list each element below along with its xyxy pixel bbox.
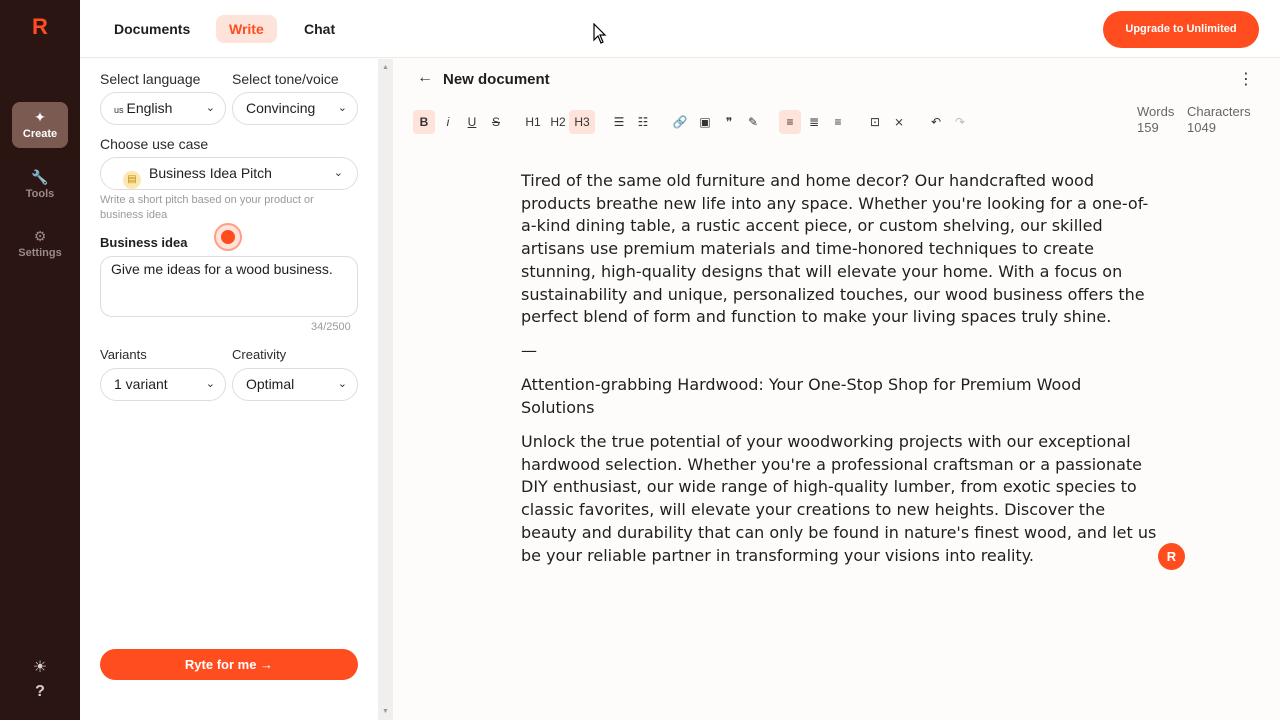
mouse-cursor-icon [593, 23, 607, 45]
scroll-up-icon[interactable]: ▲ [382, 64, 389, 71]
bullet-list-icon[interactable]: ☰ [613, 115, 625, 129]
rail-item-label: Settings [18, 247, 62, 259]
document-content[interactable] [521, 170, 1157, 579]
select-all-icon[interactable]: ⊡ [869, 115, 881, 129]
chars-label: Characters [1187, 104, 1251, 119]
chevron-down-icon: ⌄ [205, 102, 215, 114]
document-editor [393, 59, 1280, 720]
usecase-value: Business Idea Pitch [149, 165, 272, 181]
paragraph[interactable]: Unlock the true potential of your woodworking projects with our exceptional hardwood selection. Whether you're a professional craftsman or a passionate DIY enthusiast, our wide range of high-quality lumber, from exotic species to classic favorites, will elevate your creations to new heights. Discover the beauty and durability that can only be found in nature's finest wood, and let us be your reliable partner in transforming your visions into reality. [521, 432, 1157, 565]
usecase-help: Write a short pitch based on your product or business idea [100, 194, 314, 221]
top-bar [80, 0, 1280, 58]
business-idea-input[interactable]: Give me ideas for a wood business. [100, 256, 358, 317]
language-value: English [126, 100, 173, 116]
document-title[interactable]: New document [443, 71, 550, 88]
scroll-down-icon[interactable]: ▼ [382, 708, 389, 715]
align-left-icon[interactable]: ≡ [779, 110, 801, 134]
sparkle-icon: ✦ [34, 109, 46, 125]
words-label: Words [1137, 104, 1175, 119]
ryte-assistant-icon[interactable]: R [1158, 543, 1185, 570]
app-logo[interactable]: R [32, 14, 48, 39]
words-value: 159 [1137, 120, 1159, 135]
numbered-list-icon[interactable]: ☷ [637, 115, 649, 129]
panel-scrollbar[interactable] [378, 59, 393, 720]
strikethrough-button[interactable]: S [491, 115, 500, 129]
variants-value: 1 variant [114, 376, 168, 392]
ryte-for-me-button[interactable]: Ryte for me → [100, 649, 358, 680]
language-select[interactable] [100, 92, 226, 125]
undo-icon[interactable]: ↶ [930, 115, 942, 129]
us-flag-icon: us [114, 105, 124, 115]
bold-button[interactable]: B [413, 110, 435, 134]
tone-select[interactable] [232, 92, 358, 125]
align-right-icon[interactable]: ≡ [834, 115, 842, 129]
upgrade-button[interactable]: Upgrade to Unlimited [1103, 11, 1259, 48]
usecase-select[interactable] [100, 157, 358, 190]
help-icon[interactable]: ? [35, 683, 45, 700]
creativity-label: Creativity [232, 347, 287, 362]
language-label: Select language [100, 71, 201, 87]
usecase-label: Choose use case [100, 136, 209, 152]
tone-label: Select tone/voice [232, 71, 339, 87]
h3-button[interactable]: H3 [569, 110, 595, 134]
rail-item-label: Create [22, 128, 58, 140]
variants-select[interactable] [100, 368, 226, 401]
sliders-icon: ⚙ [33, 228, 47, 244]
lightbulb-icon: ▤ [123, 171, 141, 189]
chevron-down-icon: ⌄ [337, 102, 347, 114]
tab-write[interactable]: Write [216, 15, 277, 43]
rail-item-tools[interactable] [12, 162, 68, 208]
idea-char-counter: 34/2500 [311, 321, 351, 333]
left-rail [0, 0, 80, 720]
separator-dash[interactable]: — [521, 341, 537, 361]
quote-icon[interactable]: ❞ [725, 115, 733, 129]
write-settings-panel [80, 59, 378, 720]
highlight-icon[interactable]: ✎ [747, 115, 759, 129]
creativity-value: Optimal [246, 376, 295, 392]
creativity-select[interactable] [232, 368, 358, 401]
redo-icon[interactable]: ↷ [954, 115, 966, 129]
align-center-icon[interactable]: ≣ [808, 115, 820, 129]
idea-label: Business idea [100, 235, 188, 250]
underline-button[interactable]: U [467, 115, 477, 129]
clear-format-icon[interactable]: ⨯ [893, 115, 905, 129]
h2-button[interactable]: H2 [550, 115, 566, 129]
character-count [1187, 104, 1251, 136]
word-count [1137, 104, 1174, 136]
paragraph[interactable]: Tired of the same old furniture and home decor? Our handcrafted wood products breathe new life into any space. Whether you're looking for a one-of-a-kind dining table, a rustic accent piece, or custom shelving, our skilled artisans use premium materials and time-honored techniques to create stunning, high-quality designs that will elevate your home. With a focus on sustainability and unique, personalized touches, our wood business offers the perfect blend of form and function to make your living spaces truly shine. [521, 171, 1149, 327]
chars-value: 1049 [1187, 120, 1216, 135]
more-options-icon[interactable]: ⋮ [1238, 71, 1254, 88]
tab-documents[interactable]: Documents [114, 21, 191, 37]
paragraph-heading[interactable]: Attention-grabbing Hardwood: Your One-Stop Shop for Premium Wood Solutions [521, 375, 1082, 417]
tone-value: Convincing [246, 100, 316, 116]
rail-item-create[interactable] [12, 102, 68, 148]
chevron-down-icon: ⌄ [205, 378, 215, 390]
rail-item-label: Tools [25, 188, 55, 200]
theme-toggle-icon[interactable]: ☀ [32, 659, 48, 676]
chevron-down-icon: ⌄ [337, 378, 347, 390]
italic-button[interactable]: i [446, 115, 450, 129]
rail-item-settings[interactable] [12, 221, 68, 267]
image-icon[interactable]: ▣ [699, 115, 711, 129]
tab-chat[interactable]: Chat [304, 21, 336, 37]
record-icon[interactable] [214, 223, 242, 251]
back-arrow-icon[interactable]: ← [417, 69, 433, 86]
link-icon[interactable]: 🔗 [672, 115, 688, 129]
h1-button[interactable]: H1 [525, 115, 541, 129]
wrench-icon: 🔧 [31, 169, 49, 185]
variants-label: Variants [100, 347, 147, 362]
chevron-down-icon: ⌄ [333, 167, 343, 179]
